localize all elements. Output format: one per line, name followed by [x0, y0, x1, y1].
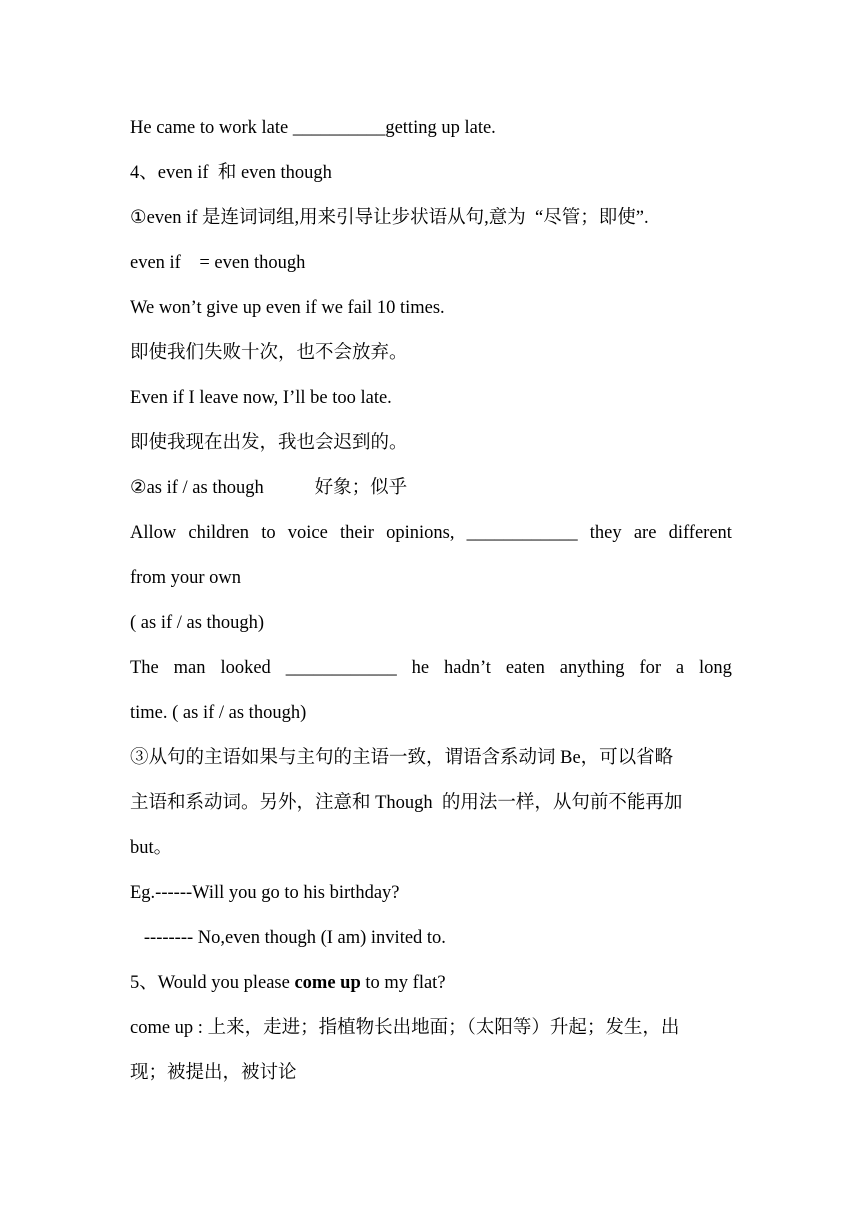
text-line: but。: [130, 838, 173, 858]
example-sentence: We won’t give up even if we fail 10 times.: [130, 298, 445, 318]
word: children: [188, 523, 250, 543]
text-line: He came to work late __________getting up late.: [130, 118, 496, 138]
word: Allow: [130, 523, 177, 543]
section-heading: [130, 972, 732, 994]
word: man: [173, 658, 206, 678]
word: they: [589, 523, 622, 543]
example-sentence: Even if I leave now, I’ll be too late.: [130, 388, 392, 408]
word: different: [668, 523, 732, 543]
word: are: [633, 523, 657, 543]
word: eaten: [505, 658, 545, 678]
text-line: ③从句的主语如果与主句的主语一致，谓语含系动词 Be，可以省略: [130, 748, 674, 768]
text-line: ②as if / as though 好象；似乎: [130, 478, 408, 498]
text-line: even if = even though: [130, 253, 306, 273]
word: opinions,: [386, 523, 455, 543]
definition-line: come up : 上来，走进；指植物长出地面；（太阳等）升起；发生，出: [130, 1018, 680, 1038]
word: The: [130, 658, 159, 678]
word: a: [675, 658, 685, 678]
word: long: [699, 658, 732, 678]
key-phrase: come up: [294, 973, 361, 993]
exercise-line: [130, 522, 732, 544]
word: their: [340, 523, 374, 543]
text-line: 主语和系动词。另外，注意和 Though 的用法一样，从句前不能再加: [130, 793, 683, 813]
text-line: ①even if 是连词词组,用来引导让步状语从句,意为 “尽管；即使”.: [130, 208, 649, 228]
heading-text: to my flat?: [360, 973, 446, 993]
word: voice: [287, 523, 328, 543]
text-line: ( as if / as though): [130, 613, 265, 633]
exercise-line: [130, 657, 732, 679]
text-line: time. ( as if / as though): [130, 703, 307, 723]
blank: ____________: [466, 523, 578, 543]
section-heading: 4、even if 和 even though: [130, 163, 332, 183]
word: anything: [559, 658, 625, 678]
word: to: [261, 523, 276, 543]
definition-line: 现；被提出，被讨论: [130, 1063, 297, 1083]
word: he: [411, 658, 430, 678]
word: hadn’t: [443, 658, 491, 678]
word: for: [639, 658, 661, 678]
heading-text: 5、Would you please: [130, 973, 295, 993]
blank: ____________: [285, 658, 397, 678]
example-sentence: Eg.------Will you go to his birthday?: [130, 883, 400, 903]
translation: 即使我们失败十次，也不会放弃。: [130, 343, 408, 363]
example-sentence: -------- No,even though (I am) invited to.: [130, 928, 446, 948]
word: looked: [220, 658, 271, 678]
translation: 即使我现在出发，我也会迟到的。: [130, 433, 408, 453]
text-line: from your own: [130, 568, 241, 588]
